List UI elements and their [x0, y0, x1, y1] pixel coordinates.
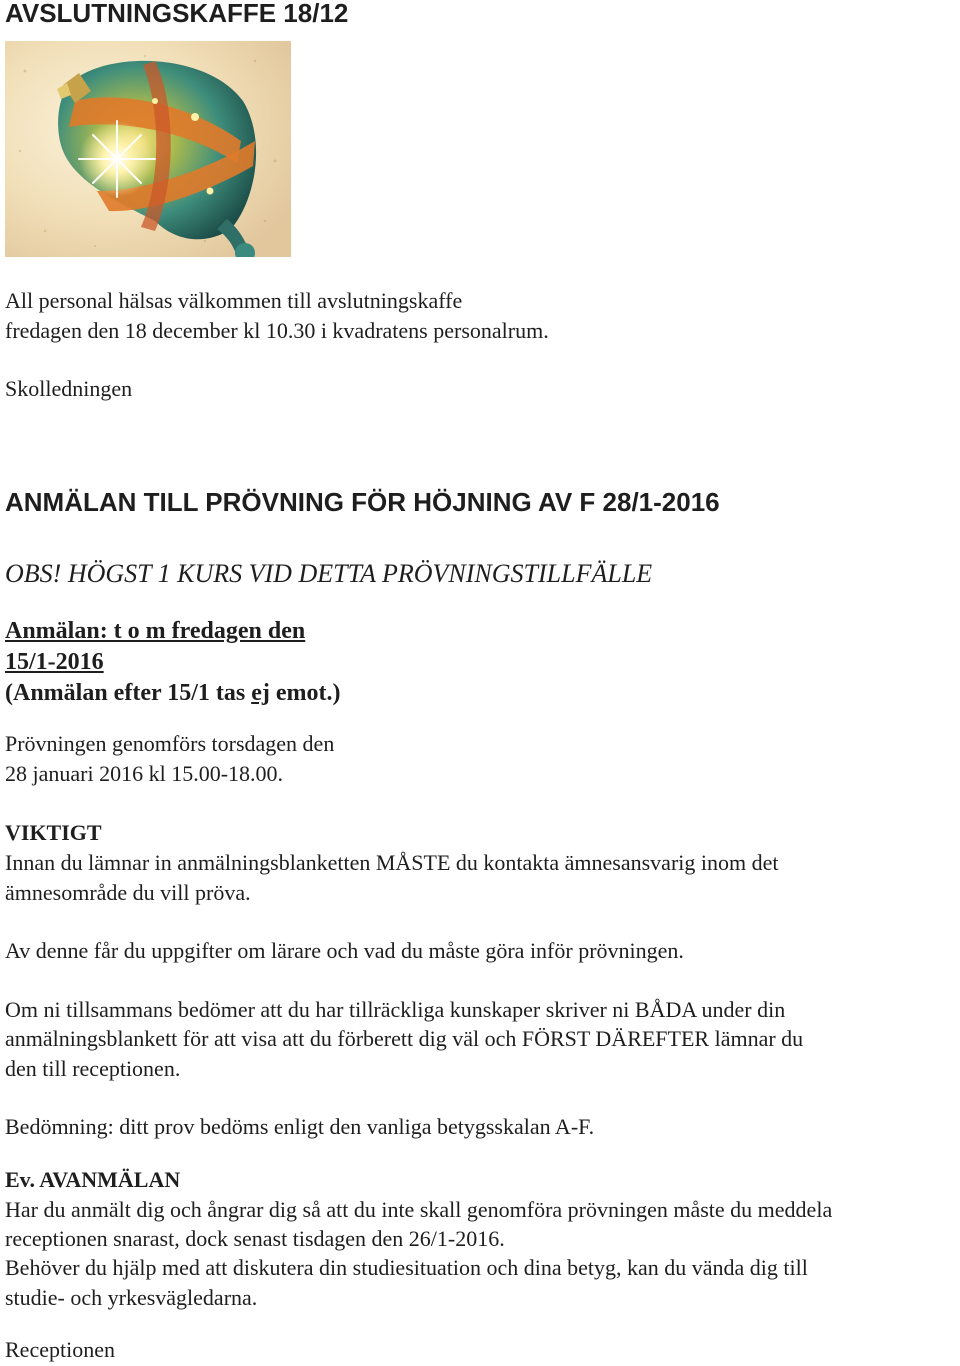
exam-date-line-1: Prövningen genomförs torsdagen den [5, 731, 335, 756]
deadline-line-2: 15/1-2016 [5, 649, 104, 675]
late-registration-note [5, 678, 340, 709]
important-line-2: ämnesområde du vill pröva. [5, 880, 251, 905]
important-label: VIKTIGT [5, 820, 102, 845]
late-ej: ej [251, 680, 270, 706]
agreement-line-1: Om ni tillsammans bedömer att du har tillräckliga kunskaper skriver ni BÅDA under din [5, 997, 786, 1022]
section-heading: ANMÄLAN TILL PRÖVNING FÖR HÖJNING AV F 28/1-2016 [5, 487, 720, 517]
important-line-1: Innan du lämnar in anmälningsblanketten MÅSTE du kontakta ämnesansvarig inom det [5, 850, 779, 875]
invitation-line-1: All personal hälsas välkommen till avslutningskaffe [5, 288, 463, 313]
cancel-label: Ev. AVANMÄLAN [5, 1167, 181, 1192]
help-line-1: Behöver du hjälp med att diskutera din studiesituation och dina betyg, kan du vända dig till [5, 1255, 808, 1280]
late-prefix: (Anmälan efter 15/1 tas [5, 680, 252, 706]
signature-skolledningen: Skolledningen [5, 376, 133, 401]
agreement-line-3: den till receptionen. [5, 1056, 181, 1081]
invitation-line-2: fredagen den 18 december kl 10.30 i kvadratens personalrum. [5, 318, 549, 343]
agreement-line-2: anmälningsblankett för att visa att du förberett dig väl och FÖRST DÄREFTER lämnar du [5, 1026, 804, 1051]
late-suffix: emot.) [269, 680, 341, 706]
exam-date-line-2: 28 januari 2016 kl 15.00-18.00. [5, 761, 284, 786]
christmas-ornament-image [5, 41, 291, 257]
teacher-info: Av denne får du uppgifter om lärare och vad du måste göra inför prövningen. [5, 938, 684, 963]
page-title: AVSLUTNINGSKAFFE 18/12 [5, 0, 349, 28]
grading-info: Bedömning: ditt prov bedöms enligt den vanliga betygsskalan A-F. [5, 1114, 595, 1139]
obs-notice: OBS! HÖGST 1 KURS VID DETTA PRÖVNINGSTILLFÄLLE [5, 559, 653, 588]
help-line-2: studie- och yrkesvägledarna. [5, 1285, 258, 1310]
deadline-line-1: Anmälan: t o m fredagen den [5, 618, 306, 644]
cancel-line-2: receptionen snarast, dock senast tisdagen den 26/1-2016. [5, 1226, 505, 1251]
cancel-line-1: Har du anmält dig och ångrar dig så att du inte skall genomföra prövningen måste du meddela [5, 1197, 833, 1222]
signature-receptionen: Receptionen [5, 1337, 115, 1362]
